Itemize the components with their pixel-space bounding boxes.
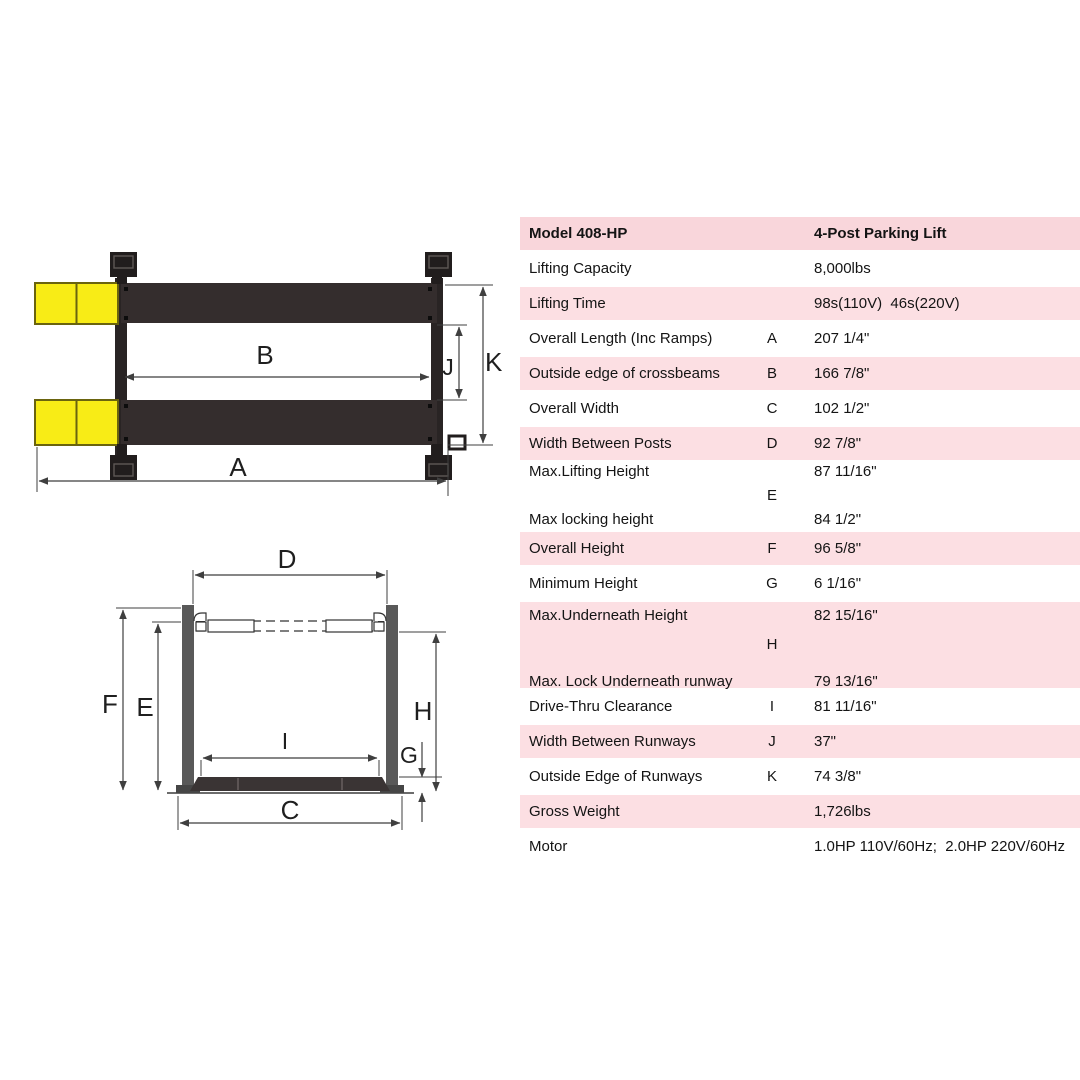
- ramp-bottom-left: [35, 400, 118, 445]
- dim-label-a: A: [229, 452, 247, 482]
- spec-value: 74 3/8": [814, 767, 862, 785]
- spec-letter: A: [766, 329, 777, 347]
- spec-row-lifting-time: [520, 287, 1080, 320]
- spec-value: 87 11/16": [814, 462, 877, 480]
- runway-top: [121, 283, 437, 323]
- dim-label-g: G: [400, 742, 418, 768]
- dim-label-c: C: [280, 795, 300, 825]
- spec-letter: F: [767, 539, 777, 557]
- spec-value: 166 7/8": [814, 364, 870, 382]
- dim-label-f: F: [102, 689, 118, 719]
- spec-letter: B: [766, 364, 777, 382]
- spec-label: Overall Length (Inc Ramps): [529, 329, 713, 347]
- dim-label-d: D: [277, 544, 297, 574]
- dim-label-j: J: [442, 354, 454, 380]
- spec-value: 92 7/8": [814, 434, 862, 452]
- spec-row-underneath-height-group: [520, 602, 1080, 688]
- spec-label: Outside Edge of Runways: [529, 767, 703, 785]
- spec-letter: I: [769, 697, 775, 715]
- spec-label: Overall Height: [529, 539, 625, 557]
- dim-label-e: E: [136, 692, 154, 722]
- spec-label: Drive-Thru Clearance: [529, 697, 673, 715]
- spec-letter: J: [768, 732, 776, 750]
- spec-row-overall-height: [520, 532, 1080, 565]
- model-name: Model 408-HP: [529, 224, 628, 242]
- spec-row-lifting-height-group: [520, 462, 1080, 530]
- spec-value: 37": [814, 732, 837, 750]
- spec-label: Minimum Height: [529, 574, 638, 592]
- lowered-runway: [190, 777, 390, 791]
- spec-value: 6 1/16": [814, 574, 862, 592]
- dim-label-b: B: [256, 340, 274, 370]
- spec-label: Lifting Capacity: [529, 259, 632, 277]
- lift-diagrams: [0, 230, 520, 870]
- spec-label-group: [529, 591, 754, 699]
- spec-value: 81 11/16": [814, 697, 877, 715]
- runway-bottom: [121, 400, 437, 445]
- spec-row-outside-edge-runways: [520, 760, 1080, 793]
- spec-row-overall-length: [520, 322, 1080, 355]
- spec-value: 8,000lbs: [814, 259, 871, 277]
- front-view: [102, 544, 446, 830]
- dim-label-k: K: [485, 347, 503, 377]
- spec-row-overall-width: [520, 392, 1080, 425]
- spec-letter: C: [766, 399, 778, 417]
- post-top-left: [110, 252, 137, 284]
- spec-label: Max.Underneath Height: [529, 607, 688, 624]
- spec-header-row: [520, 217, 1080, 250]
- spec-value: 79 13/16": [814, 673, 878, 690]
- spec-value: 102 1/2": [814, 399, 870, 417]
- spec-label-group: [529, 456, 754, 537]
- spec-row-motor: [520, 830, 1080, 863]
- lift-diagram-svg: [0, 230, 520, 870]
- spec-value: 207 1/4": [814, 329, 870, 347]
- dim-label-h: H: [413, 696, 433, 726]
- raised-runway: [194, 613, 386, 632]
- spec-value: 84 1/2": [814, 510, 862, 528]
- post-top-right: [425, 252, 452, 284]
- spec-label: Max.Lifting Height: [529, 462, 650, 480]
- spec-label: Overall Width: [529, 399, 620, 417]
- spec-label: Max. Lock Underneath runway: [529, 673, 733, 690]
- spec-value: 1,726lbs: [814, 802, 871, 820]
- top-view: [35, 252, 503, 496]
- spec-label: Outside edge of crossbeams: [529, 364, 720, 382]
- spec-value-group: [814, 591, 1080, 699]
- spec-letter: E: [766, 487, 777, 504]
- spec-letter: G: [766, 574, 778, 592]
- spec-row-crossbeams: [520, 357, 1080, 390]
- spec-value: 98s(110V) 46s(220V): [814, 294, 960, 312]
- spec-table: [520, 217, 1080, 865]
- spec-value: 82 15/16": [814, 607, 878, 624]
- spec-value-group: [814, 456, 1080, 537]
- front-post-right: [386, 605, 398, 785]
- spec-label: Gross Weight: [529, 802, 620, 820]
- spec-letter: H: [766, 636, 778, 653]
- spec-letter: K: [766, 767, 777, 785]
- dim-label-i: I: [281, 728, 289, 754]
- spec-row-width-between-runways: [520, 725, 1080, 758]
- spec-label: Width Between Posts: [529, 434, 672, 452]
- spec-value: 1.0HP 110V/60Hz; 2.0HP 220V/60Hz: [814, 837, 1065, 855]
- spec-letter: D: [766, 434, 778, 452]
- spec-label: Max locking height: [529, 510, 654, 528]
- ramp-top-left: [35, 283, 118, 324]
- product-type: 4-Post Parking Lift: [814, 224, 947, 242]
- spec-value: 96 5/8": [814, 539, 862, 557]
- spec-row-lifting-capacity: [520, 252, 1080, 285]
- spec-row-gross-weight: [520, 795, 1080, 828]
- spec-label: Width Between Runways: [529, 732, 696, 750]
- front-post-left: [182, 605, 194, 785]
- post-bottom-left: [110, 444, 137, 480]
- spec-label: Motor: [529, 837, 568, 855]
- spec-label: Lifting Time: [529, 294, 606, 312]
